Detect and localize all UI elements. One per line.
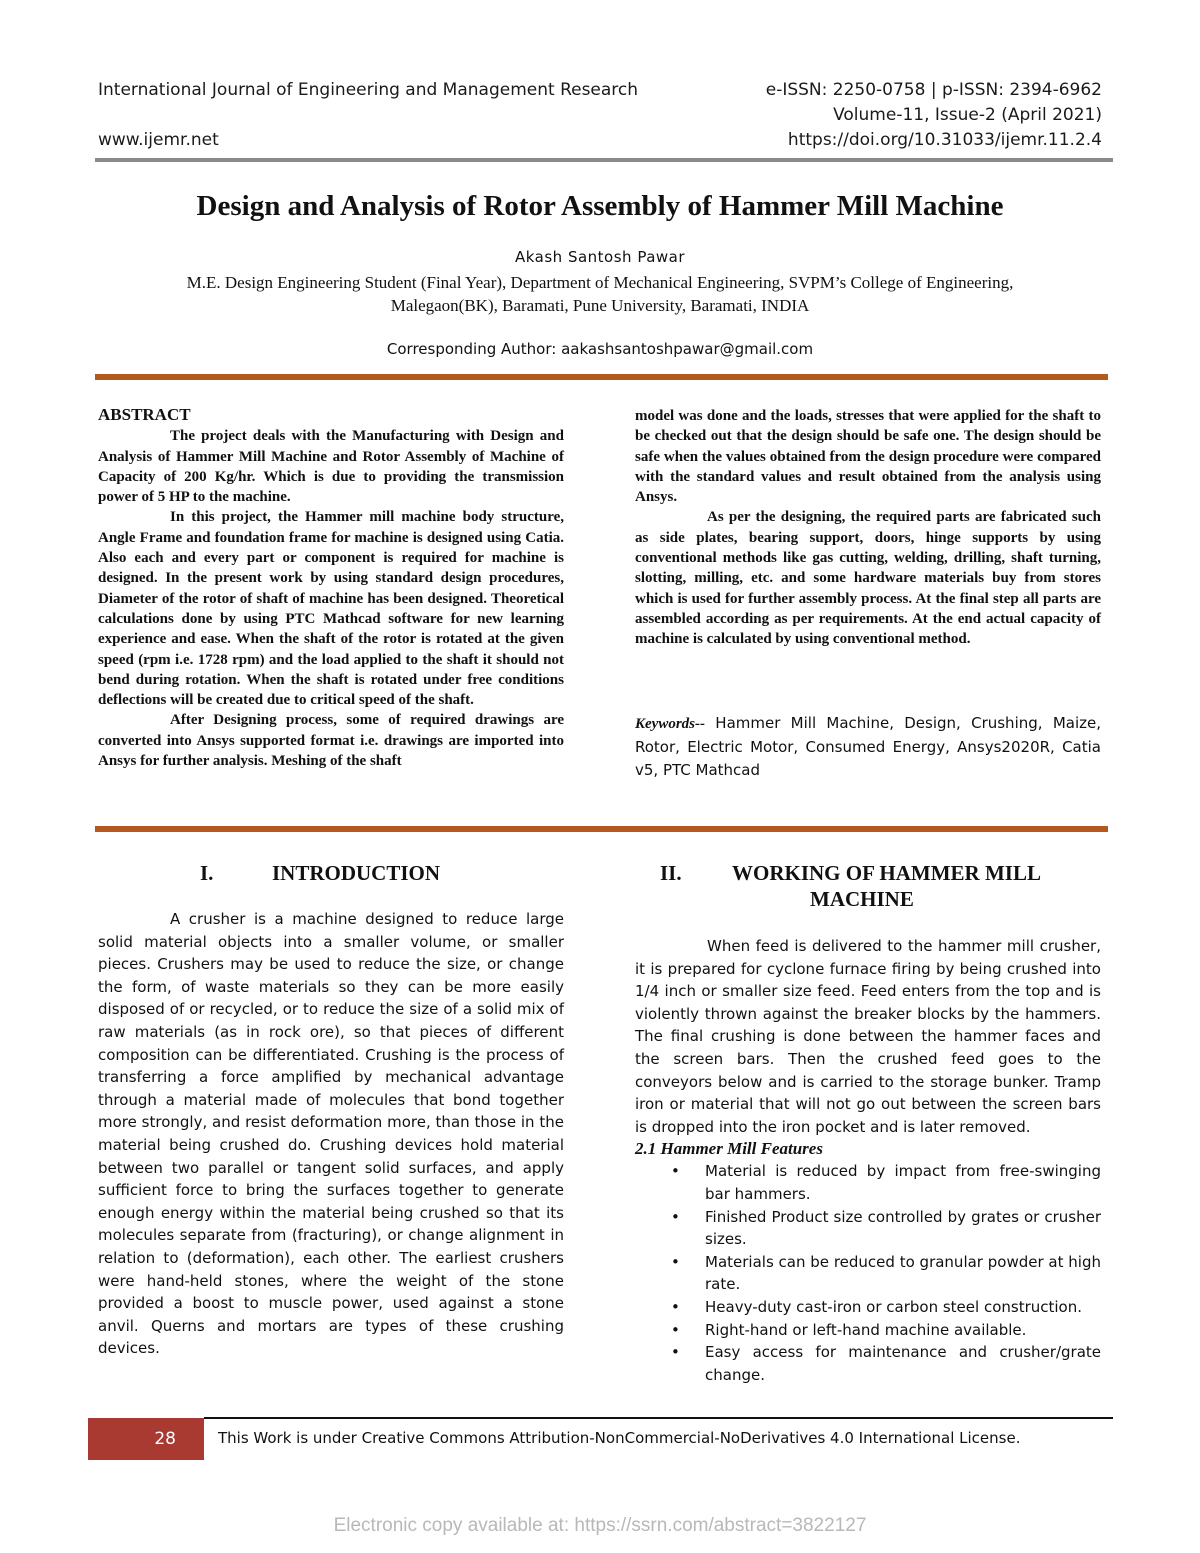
bullet-icon: • — [671, 1320, 680, 1339]
list-item: • Right-hand or left-hand machine available. — [635, 1319, 1101, 1342]
features-list — [635, 1160, 1101, 1386]
doi-link[interactable]: https://doi.org/10.31033/ijemr.11.2.4 — [787, 130, 1102, 150]
section-title-cont: MACHINE — [810, 887, 914, 911]
bullet-icon: • — [671, 1162, 680, 1181]
abstract-paragraph: As per the designing, the required parts are fabricated such as side plates, bearing support, doors, hinge supports by using conventional methods like gas cutting, welding, drilling, shaft turning, slotting, milling, etc. and some hardware materials buy from stores which is used for further assembly process. At the final step all parts are assembled according as per requirements. At the end actual capacity of machine is calculated by using conventional method. — [635, 509, 1101, 648]
footer-rule — [204, 1417, 1113, 1419]
page-number: 28 — [154, 1429, 176, 1449]
working-body — [635, 935, 1101, 1386]
affiliation-line: M.E. Design Engineering Student (Final Year), Department of Mechanical Engineering, SVPM’s College of Engineering, — [186, 273, 1014, 292]
abstract-bottom-rule — [95, 826, 1108, 832]
list-item: • Heavy-duty cast-iron or carbon steel construction. — [635, 1296, 1101, 1319]
paper-title: Design and Analysis of Rotor Assembly of Hammer Mill Machine — [196, 190, 1004, 222]
abstract-paragraph: The project deals with the Manufacturing with Design and Analysis of Hammer Mill Machine and Rotor Assembly of Machine of Capacity of 200 Kg/hr. Which is due to providing the transmission power of 5 HP to the machine. — [98, 428, 564, 506]
author-affiliation — [0, 271, 1200, 317]
journal-website[interactable]: www.ijemr.net — [98, 130, 219, 150]
author-name: Akash Santosh Pawar — [514, 248, 686, 266]
list-item: • Materials can be reduced to granular powder at high rate. — [671, 1252, 1101, 1294]
bullet-icon: • — [671, 1297, 680, 1316]
volume-line: Volume-11, Issue-2 (April 2021) — [833, 105, 1102, 125]
list-item: • Easy access for maintenance and crusher/grate change. — [671, 1343, 1101, 1384]
bullet-icon: • — [671, 1252, 680, 1271]
ssrn-watermark: Electronic copy available at: https://ssrn.com/abstract=3822127 — [333, 1515, 867, 1536]
page-number-badge — [88, 1418, 204, 1460]
abstract-paragraph: model was done and the loads, stresses that were applied for the shaft to be checked out that the design should be safe one. The design should be safe when the values obtained from the design procedure were compared with the standard values and result obtained from the analysis using Ansys. — [635, 408, 1101, 506]
abstract-left-column — [98, 405, 564, 771]
bullet-icon: • — [671, 1343, 680, 1362]
section-title: INTRODUCTION — [272, 861, 441, 885]
section-title: WORKING OF HAMMER MILL — [732, 861, 1041, 885]
bullet-icon: • — [671, 1207, 680, 1226]
header-divider — [95, 158, 1113, 162]
list-item: • Finished Product size controlled by grates or crusher sizes. — [671, 1207, 1101, 1249]
corresponding-author: Corresponding Author: aakashsantoshpawar@gmail.com — [386, 340, 814, 358]
abstract-right-column — [635, 406, 1101, 650]
abstract-heading: ABSTRACT — [98, 405, 191, 424]
keywords — [635, 712, 1101, 782]
affiliation-line: Malegaon(BK), Baramati, Pune University, Baramati, INDIA — [390, 296, 810, 315]
issn-line: e-ISSN: 2250-0758 | p-ISSN: 2394-6962 — [765, 80, 1102, 100]
list-item: • Material is reduced by impact from free-swinging bar hammers. — [671, 1162, 1101, 1203]
keywords-label: Keywords-- — [635, 716, 705, 732]
journal-name: International Journal of Engineering and Management Research — [98, 80, 639, 100]
body-paragraph: A crusher is a machine designed to reduce large solid material objects into a smaller volume, or smaller pieces. Crushers may be used to reduce the size, or change the form, of waste materials so they can be more easily disposed of or recycled, or to reduce the size of a solid mix of raw materials (as in rock ore), so that pieces of different composition can be differentiated. Crushing is the process of transferring a force amplified by mechanical advantage through a material made of molecules that bond together more strongly, and resist deformation more, than those in the material being crushed do. Crushing devices hold material between two parallel or tangent solid surfaces, and apply sufficient force to bring the surfaces together to generate enough energy within the material being crushed so that its molecules separate from (fracturing), or change alignment in relation to (deformation), each other. The earliest crushers were hand-held stones, where the weight of the stone provided a boost to muscle power, used against a stone anvil. Querns and mortars are types of these crushing devices. — [98, 910, 564, 1358]
section-number: II. — [660, 861, 682, 885]
abstract-paragraph: After Designing process, some of required drawings are converted into Ansys supported format i.e. drawings are imported into Ansys for further analysis. Meshing of the shaft — [98, 712, 564, 770]
keywords-list: Hammer Mill Machine, Design, Crushing, Maize, Rotor, Electric Motor, Consumed Energy, Ansys2020R, Catia v5, PTC Mathcad — [635, 714, 1101, 779]
license-text: This Work is under Creative Commons Attribution-NonCommercial-NoDerivatives 4.0 International License. — [218, 1429, 1021, 1447]
introduction-body — [98, 908, 564, 1360]
body-paragraph: When feed is delivered to the hammer mill crusher, it is prepared for cyclone furnace firing by being crushed into 1/4 inch or smaller size feed. Feed enters from the top and is violently thrown against the breaker blocks by the hammers. The final crushing is done between the hammer faces and the screen bars. Then the crushed feed goes to the conveyors below and is carried to the storage bunker. Tramp iron or material that will not go out between the screen bars is dropped into the iron pocket and is later removed. — [635, 937, 1101, 1136]
abstract-top-rule — [95, 374, 1108, 380]
abstract-paragraph: In this project, the Hammer mill machine body structure, Angle Frame and foundation frame for machine is designed using Catia. Also each and every part or component is required for machine is designed. In the present work by using standard design procedures, Diameter of the rotor of shaft of machine has been designed. Theoretical calculations done by using PTC Mathcad software for new learning experience and ease. When the shaft of the rotor is rotated at the given speed (rpm i.e. 1728 rpm) and the load applied to the shaft it should not bend during rotation. When the shaft is rotated under free conditions deflections will be created due to critical speed of the shaft. — [98, 509, 564, 709]
subsection-heading: 2.1 Hammer Mill Features — [635, 1139, 823, 1159]
section-number: I. — [200, 861, 214, 885]
